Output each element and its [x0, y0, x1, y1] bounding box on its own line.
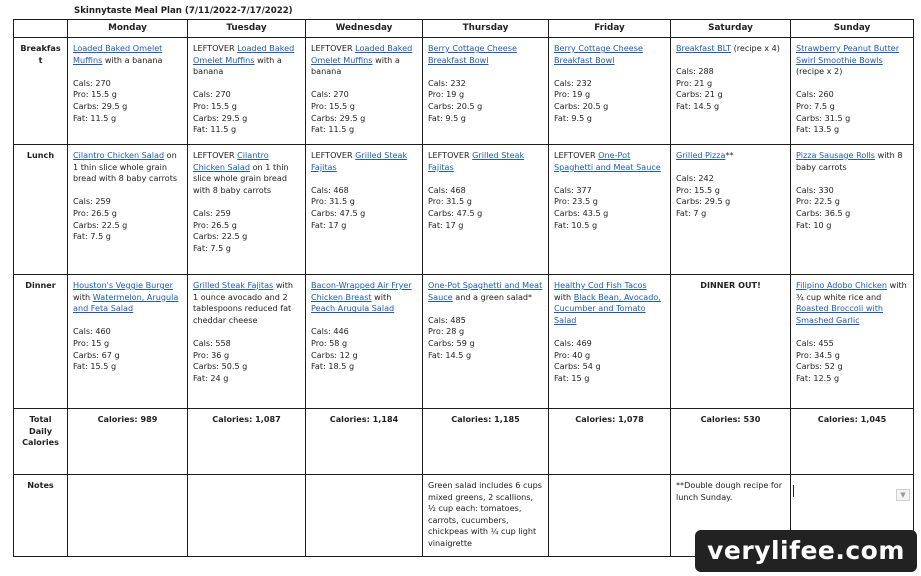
recipe-link[interactable]: Cilantro Chicken Salad	[193, 150, 269, 172]
notes-cell-tuesday	[188, 475, 306, 557]
carbs-value: Carbs: 12 g	[311, 349, 358, 360]
meal-description	[311, 43, 417, 78]
row-label-breakfast: Breakfast	[14, 38, 68, 145]
row-label-total: Total Daily Calories	[14, 409, 68, 475]
nutrition-stats	[193, 208, 300, 254]
carbs-value: Carbs: 47.5 g	[428, 207, 483, 218]
fat-value: Fat: 9.5 g	[554, 112, 592, 123]
lunch-cell-tuesday	[188, 145, 306, 275]
fat-value: Fat: 14.5 g	[676, 100, 720, 111]
dinner-cell-monday	[68, 275, 188, 409]
meal-extra-text: with a banana	[193, 54, 282, 77]
recipe-link[interactable]: Cilantro Chicken Salad	[73, 150, 165, 160]
nutrition-stats	[311, 185, 417, 231]
meal-plan-table	[13, 19, 914, 557]
day-header-saturday: Saturday	[671, 20, 791, 38]
nutrition-stats	[796, 185, 908, 231]
meal-description	[193, 280, 300, 326]
carbs-value: Carbs: 43.5 g	[554, 207, 609, 218]
total-calories-saturday: Calories: 530	[671, 409, 791, 475]
corner-cell	[14, 20, 68, 38]
calories-value: Cals: 469	[554, 337, 592, 348]
dinner-cell-saturday: DINNER OUT!	[671, 275, 791, 409]
recipe-link[interactable]: Berry Cottage Cheese Breakfast Bowl	[428, 43, 517, 65]
calories-value: Cals: 242	[676, 173, 714, 184]
meal-connector-text: with ¾ cup white rice and	[796, 280, 907, 302]
recipe-link[interactable]: One-Pot Spaghetti and Meat Sauce	[554, 150, 661, 172]
dinner-cell-sunday	[791, 275, 914, 409]
fat-value: Fat: 11.5 g	[193, 124, 237, 135]
recipe-link[interactable]: Loaded Baked Omelet Muffins	[193, 43, 295, 65]
watermark-logo: verylifee.com	[695, 530, 917, 572]
protein-value: Pro: 36 g	[193, 349, 230, 360]
carbs-value: Carbs: 59 g	[428, 337, 475, 348]
protein-value: Pro: 21 g	[676, 77, 713, 88]
protein-value: Pro: 15.5 g	[676, 184, 720, 195]
notes-cell-monday	[68, 475, 188, 557]
total-calories-sunday: Calories: 1,045	[791, 409, 914, 475]
protein-value: Pro: 31.5 g	[311, 196, 355, 207]
protein-value: Pro: 19 g	[428, 89, 465, 100]
recipe-link[interactable]: Bacon-Wrapped Air Fryer Chicken Breast	[311, 280, 412, 302]
meal-description	[554, 280, 665, 326]
meal-description	[311, 150, 417, 173]
recipe-link[interactable]: One-Pot Spaghetti and Meat Sauce	[428, 280, 543, 302]
calories-value: Cals: 270	[73, 77, 111, 88]
leftover-label: LEFTOVER	[193, 43, 238, 53]
carbs-value: Carbs: 47.5 g	[311, 207, 366, 218]
recipe-link[interactable]: Grilled Steak Fajitas	[193, 280, 274, 290]
lunch-cell-saturday	[671, 145, 791, 275]
meal-description	[554, 150, 665, 173]
breakfast-cell-tuesday	[188, 38, 306, 145]
recipe-link[interactable]: Grilled Steak Fajitas	[428, 150, 525, 172]
total-calories-thursday: Calories: 1,185	[423, 409, 549, 475]
calories-value: Cals: 270	[193, 89, 231, 100]
dinner-cell-tuesday	[188, 275, 306, 409]
dinner-row	[14, 275, 914, 409]
meal-description	[796, 150, 908, 173]
meal-extra-text: **	[725, 150, 734, 160]
protein-value: Pro: 40 g	[554, 349, 591, 360]
recipe-link-secondary[interactable]: Watermelon, Arugula and Feta Salad	[73, 291, 179, 314]
carbs-value: Carbs: 29.5 g	[676, 196, 731, 207]
nutrition-stats	[676, 173, 785, 219]
fat-value: Fat: 15.5 g	[73, 361, 117, 372]
calories-value: Cals: 446	[311, 326, 349, 337]
lunch-cell-monday	[68, 145, 188, 275]
protein-value: Pro: 7.5 g	[796, 100, 835, 111]
nutrition-stats	[796, 89, 908, 135]
calories-value: Cals: 232	[554, 77, 592, 88]
protein-value: Pro: 22.5 g	[796, 196, 840, 207]
protein-value: Pro: 23.5 g	[554, 196, 598, 207]
meal-connector-text: with	[371, 291, 392, 302]
protein-value: Pro: 19 g	[554, 89, 591, 100]
nutrition-stats	[676, 66, 785, 112]
meal-description	[796, 280, 908, 326]
meal-description	[796, 43, 908, 78]
fat-value: Fat: 7 g	[676, 207, 707, 218]
day-header-sunday: Sunday	[791, 20, 914, 38]
carbs-value: Carbs: 50.5 g	[193, 361, 248, 372]
leftover-label: LEFTOVER	[311, 150, 356, 160]
carbs-value: Carbs: 20.5 g	[428, 100, 483, 111]
recipe-link[interactable]: Loaded Baked Omelet Muffins	[73, 43, 163, 65]
calories-value: Cals: 330	[796, 184, 834, 195]
recipe-link-secondary[interactable]: Roasted Broccoli with Smashed Garlic	[796, 303, 883, 325]
protein-value: Pro: 15.5 g	[311, 100, 355, 111]
leftover-label: LEFTOVER	[428, 150, 473, 160]
meal-extra-text: on 1 thin slice whole grain bread with 8 baby carrots	[193, 161, 289, 195]
nutrition-stats	[428, 78, 543, 124]
nutrition-stats	[796, 338, 908, 384]
carbs-value: Carbs: 52 g	[796, 361, 843, 372]
recipe-link[interactable]: Grilled Pizza	[676, 150, 726, 160]
header-row	[14, 20, 914, 38]
carbs-value: Carbs: 29.5 g	[73, 100, 128, 111]
calories-value: Cals: 288	[676, 66, 714, 77]
fat-value: Fat: 18.5 g	[311, 361, 355, 372]
fat-value: Fat: 10.5 g	[554, 219, 598, 230]
total-calories-wednesday: Calories: 1,184	[306, 409, 423, 475]
day-header-tuesday: Tuesday	[188, 20, 306, 38]
nutrition-stats	[73, 196, 182, 242]
fat-value: Fat: 11.5 g	[73, 112, 117, 123]
fat-value: Fat: 17 g	[428, 219, 464, 230]
recipe-link-secondary[interactable]: Black Bean, Avocado, Cucumber and Tomato Salad	[554, 291, 661, 325]
leftover-label: LEFTOVER	[554, 150, 599, 160]
meal-description	[676, 150, 785, 162]
recipe-link[interactable]: Houston's Veggie Burger	[73, 280, 173, 290]
calories-value: Cals: 259	[193, 207, 231, 218]
day-header-wednesday: Wednesday	[306, 20, 423, 38]
recipe-link-secondary[interactable]: Peach Arugula Salad	[311, 303, 395, 314]
chevron-down-icon[interactable]: ▼	[896, 489, 910, 501]
dinner-cell-friday	[549, 275, 671, 409]
nutrition-stats	[554, 185, 665, 231]
meal-extra-text: with a banana	[311, 54, 400, 77]
meal-description	[428, 150, 543, 173]
protein-value: Pro: 26.5 g	[73, 207, 117, 218]
meal-extra-text: with a banana	[102, 54, 163, 65]
calories-value: Cals: 270	[311, 89, 349, 100]
meal-connector-text: with	[554, 291, 574, 302]
fat-value: Fat: 14.5 g	[428, 349, 472, 360]
notes-cell-wednesday	[306, 475, 423, 557]
nutrition-stats	[193, 89, 300, 135]
nutrition-stats	[311, 89, 417, 135]
protein-value: Pro: 15.5 g	[73, 89, 117, 100]
meal-description	[73, 150, 182, 185]
calories-value: Cals: 260	[796, 89, 834, 100]
recipe-link[interactable]: Strawberry Peanut Butter Swirl Smoothie Bowls	[796, 43, 900, 65]
total-calories-tuesday: Calories: 1,087	[188, 409, 306, 475]
fat-value: Fat: 10 g	[796, 219, 832, 230]
day-header-friday: Friday	[549, 20, 671, 38]
lunch-cell-friday	[549, 145, 671, 275]
breakfast-cell-thursday	[423, 38, 549, 145]
carbs-value: Carbs: 36.5 g	[796, 207, 851, 218]
meal-description	[428, 43, 543, 66]
row-label-dinner: Dinner	[14, 275, 68, 409]
breakfast-cell-monday	[68, 38, 188, 145]
nutrition-stats	[311, 326, 417, 372]
calories-value: Cals: 485	[428, 314, 466, 325]
nutrition-stats	[428, 315, 543, 361]
leftover-label: LEFTOVER	[311, 43, 356, 53]
fat-value: Fat: 15 g	[554, 372, 590, 383]
row-label-notes: Notes	[14, 475, 68, 557]
meal-description	[311, 280, 417, 315]
calories-value: Cals: 460	[73, 326, 111, 337]
notes-cell-thursday: Green salad includes 6 cups mixed greens, 2 scallions, ½ cup each: tomatoes, carrots, cucumbers, chickpeas with ¼ cup light vinaigrette	[423, 475, 549, 557]
carbs-value: Carbs: 20.5 g	[554, 100, 609, 111]
recipe-link[interactable]: Filipino Adobo Chicken	[796, 280, 887, 290]
calories-value: Cals: 259	[73, 196, 111, 207]
recipe-link[interactable]: Healthy Cod Fish Tacos	[554, 280, 647, 290]
dinner-cell-thursday	[423, 275, 549, 409]
notes-cell-friday	[549, 475, 671, 557]
breakfast-cell-sunday	[791, 38, 914, 145]
lunch-cell-sunday	[791, 145, 914, 275]
notes-cell-saturday: **Double dough recipe for lunch Sunday.	[671, 475, 791, 557]
meal-description	[73, 280, 182, 315]
meal-description	[676, 43, 785, 55]
fat-value: Fat: 24 g	[193, 372, 229, 383]
breakfast-cell-wednesday	[306, 38, 423, 145]
day-header-thursday: Thursday	[423, 20, 549, 38]
dinner-cell-wednesday	[306, 275, 423, 409]
text-cursor	[793, 485, 794, 497]
nutrition-stats	[73, 78, 182, 124]
meal-description	[193, 150, 300, 196]
fat-value: Fat: 17 g	[311, 219, 347, 230]
breakfast-cell-friday	[549, 38, 671, 145]
calories-value: Cals: 468	[428, 184, 466, 195]
calories-value: Cals: 232	[428, 77, 466, 88]
protein-value: Pro: 28 g	[428, 326, 465, 337]
carbs-value: Carbs: 29.5 g	[193, 112, 248, 123]
protein-value: Pro: 58 g	[311, 337, 348, 348]
meal-extra-text: on 1 thin slice whole grain bread with 8 baby carrots	[73, 150, 178, 184]
protein-value: Pro: 15.5 g	[193, 100, 237, 111]
recipe-link[interactable]: Pizza Sausage Rolls	[796, 150, 876, 160]
fat-value: Fat: 7.5 g	[73, 231, 111, 242]
total-calories-friday: Calories: 1,078	[549, 409, 671, 475]
lunch-cell-thursday	[423, 145, 549, 275]
meal-description	[428, 280, 543, 303]
calories-value: Cals: 468	[311, 184, 349, 195]
nutrition-stats	[554, 78, 665, 124]
carbs-value: Carbs: 67 g	[73, 349, 120, 360]
protein-value: Pro: 34.5 g	[796, 349, 840, 360]
fat-value: Fat: 7.5 g	[193, 242, 231, 253]
lunch-row	[14, 145, 914, 275]
meal-connector-text: with	[73, 291, 93, 302]
leftover-label: LEFTOVER	[193, 150, 238, 160]
meal-description	[193, 43, 300, 78]
carbs-value: Carbs: 54 g	[554, 361, 601, 372]
carbs-value: Carbs: 21 g	[676, 89, 723, 100]
nutrition-stats	[193, 338, 300, 384]
recipe-link[interactable]: Berry Cottage Cheese Breakfast Bowl	[554, 43, 643, 65]
lunch-cell-wednesday	[306, 145, 423, 275]
meal-extra-text: with 1 ounce avocado and 2 tablespoons reduced fat cheddar cheese	[193, 280, 294, 325]
recipe-link[interactable]: Grilled Steak Fajitas	[311, 150, 408, 172]
carbs-value: Carbs: 31.5 g	[796, 112, 851, 123]
carbs-value: Carbs: 29.5 g	[311, 112, 366, 123]
protein-value: Pro: 26.5 g	[193, 219, 237, 230]
meal-extra-text: (recipe x 2)	[796, 66, 843, 77]
nutrition-stats	[73, 326, 182, 372]
row-label-lunch: Lunch	[14, 145, 68, 275]
meal-extra-text: with 8 baby carrots	[796, 150, 903, 172]
carbs-value: Carbs: 22.5 g	[193, 231, 248, 242]
nutrition-stats	[554, 338, 665, 384]
total-calories-monday: Calories: 989	[68, 409, 188, 475]
recipe-link[interactable]: Breakfast BLT	[676, 43, 731, 53]
protein-value: Pro: 31.5 g	[428, 196, 472, 207]
day-header-monday: Monday	[68, 20, 188, 38]
page-title: Skinnytaste Meal Plan (7/11/2022-7/17/2022)	[74, 6, 293, 16]
protein-value: Pro: 15 g	[73, 337, 110, 348]
calories-value: Cals: 377	[554, 184, 592, 195]
breakfast-cell-saturday	[671, 38, 791, 145]
meal-description	[73, 43, 182, 66]
meal-extra-text: and a green salad*	[452, 291, 533, 302]
calories-value: Cals: 455	[796, 337, 834, 348]
total-row	[14, 409, 914, 475]
meal-description	[554, 43, 665, 66]
breakfast-row	[14, 38, 914, 145]
fat-value: Fat: 9.5 g	[428, 112, 466, 123]
fat-value: Fat: 13.5 g	[796, 124, 840, 135]
calories-value: Cals: 558	[193, 337, 231, 348]
fat-value: Fat: 11.5 g	[311, 124, 355, 135]
meal-extra-text: (recipe x 4)	[731, 43, 780, 53]
carbs-value: Carbs: 22.5 g	[73, 219, 128, 230]
fat-value: Fat: 12.5 g	[796, 372, 840, 383]
nutrition-stats	[428, 185, 543, 231]
recipe-link[interactable]: Loaded Baked Omelet Muffins	[311, 43, 413, 65]
